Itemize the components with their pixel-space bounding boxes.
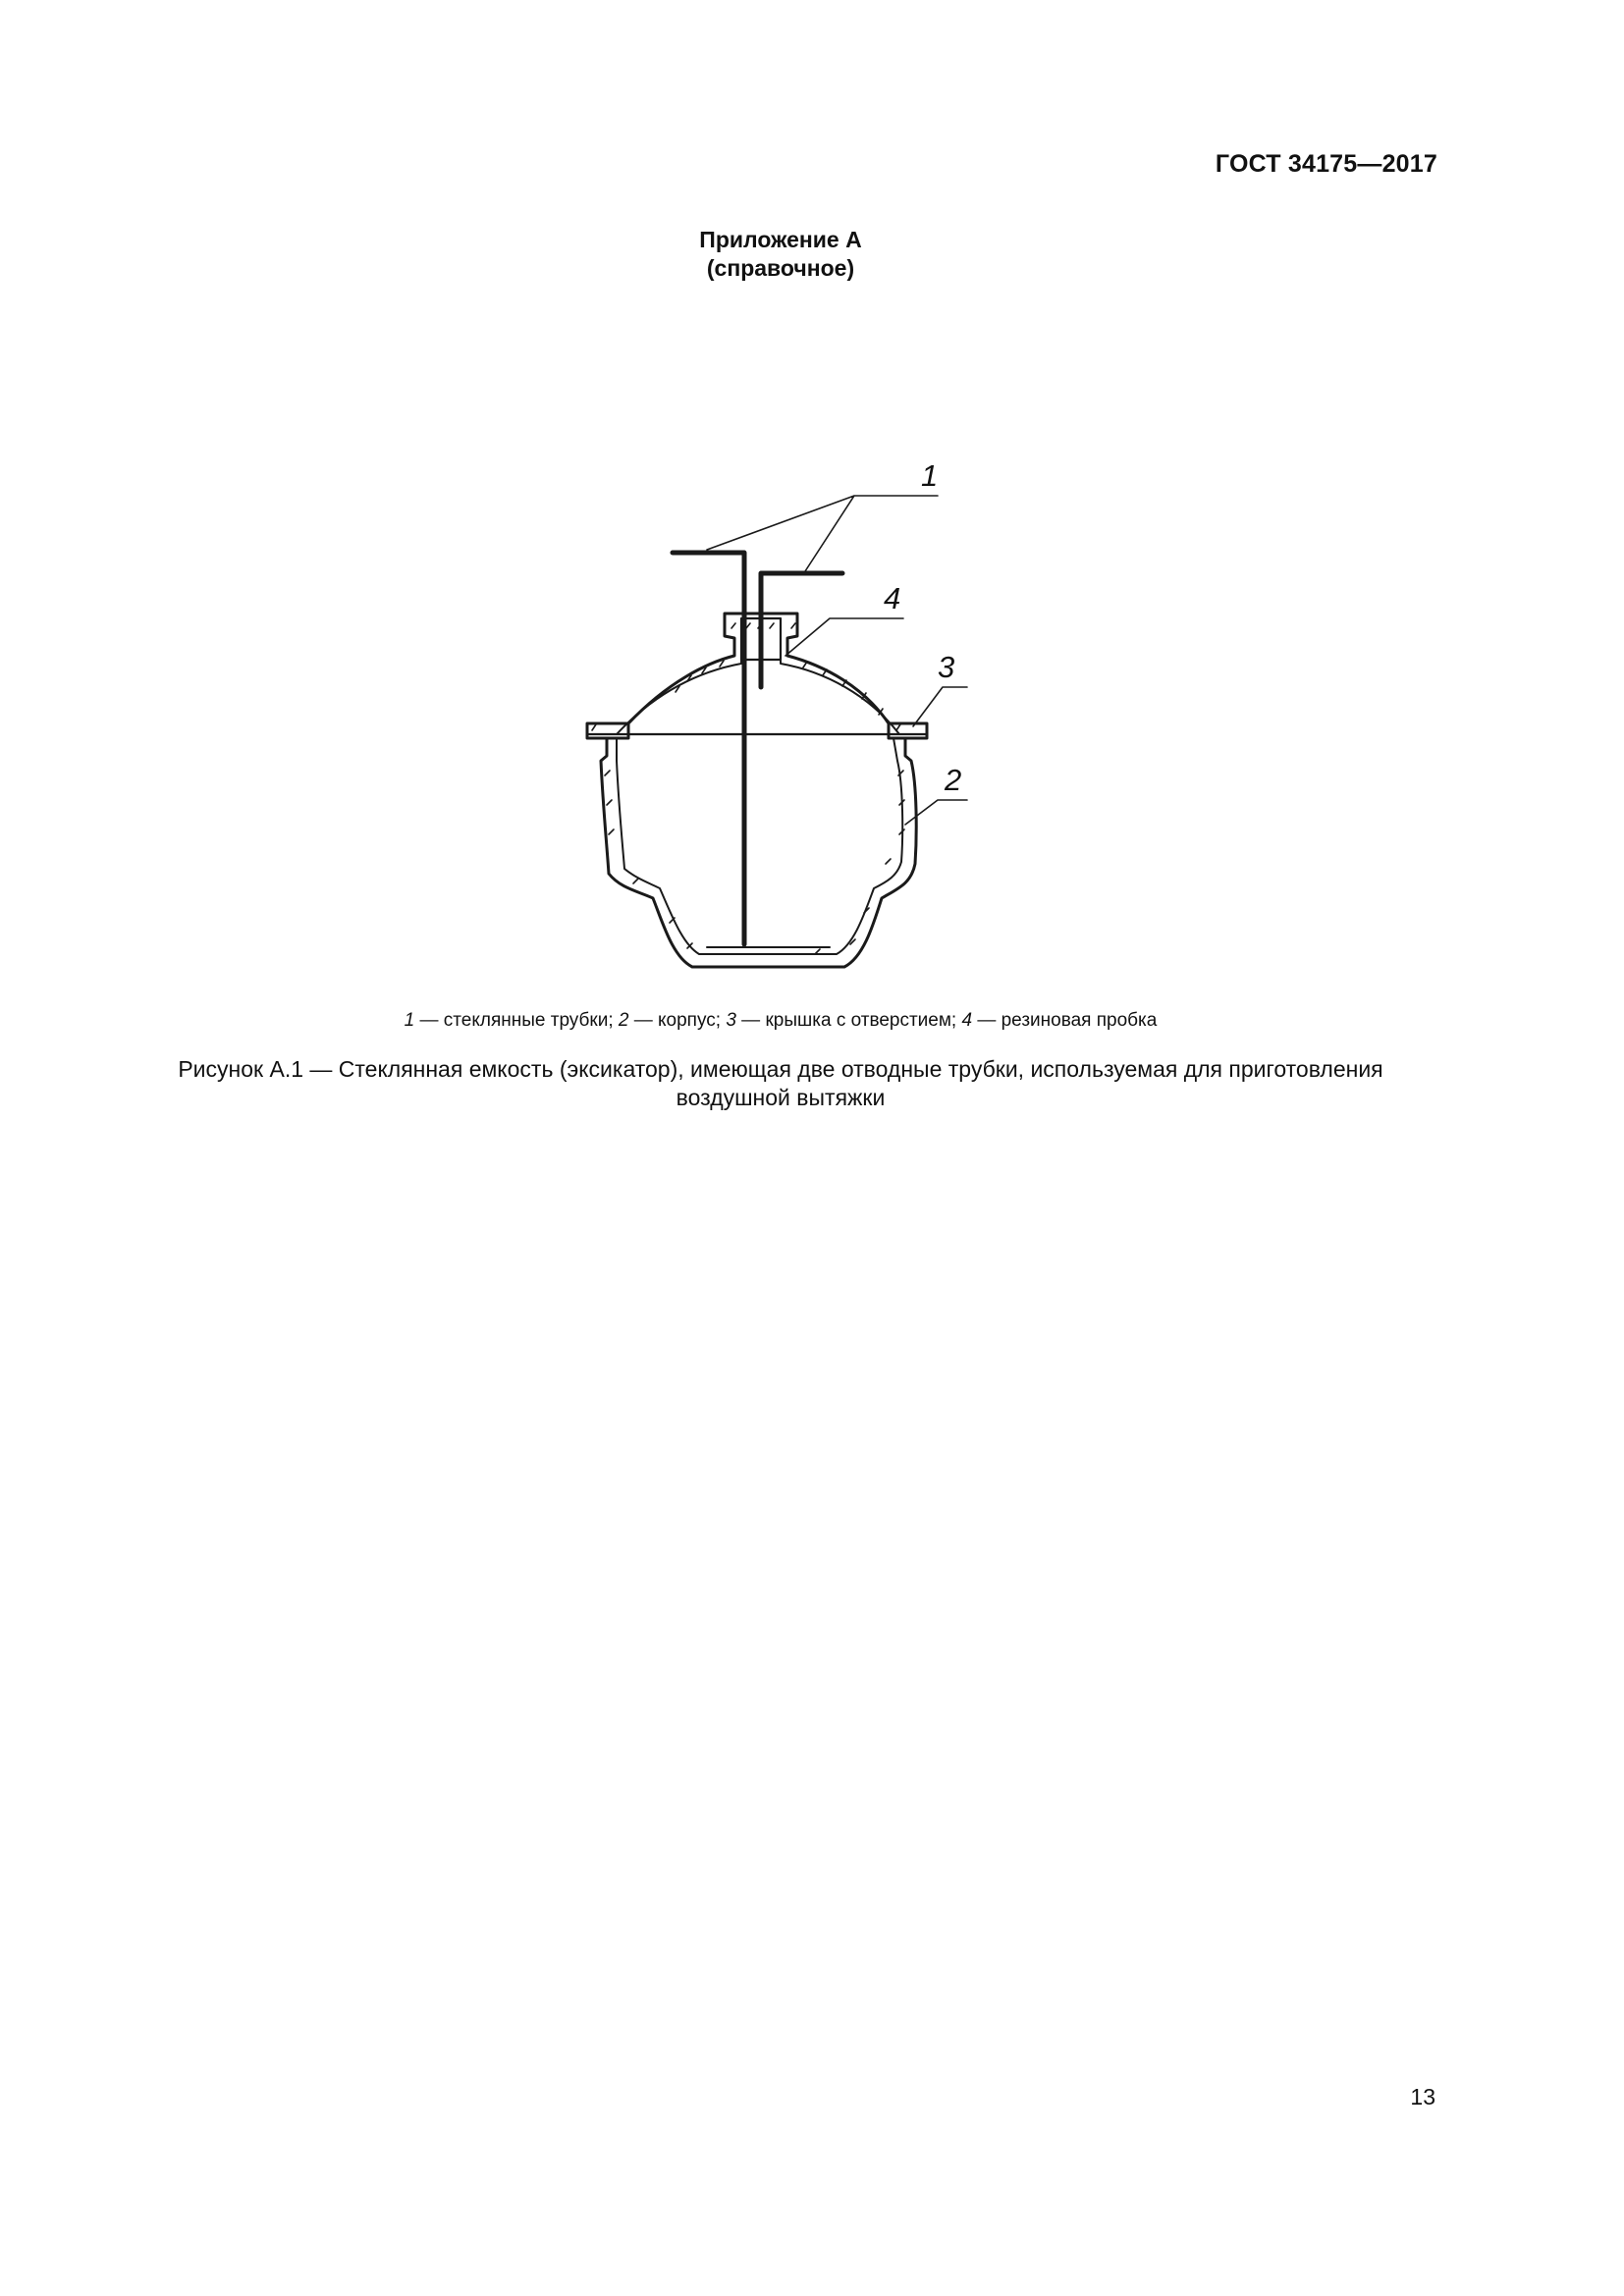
lid-flange-right [889, 723, 927, 738]
legend-num-3: 3 [726, 1010, 736, 1031]
body-inner [617, 738, 902, 954]
lid-flange [587, 723, 628, 738]
callout-2: 2 [945, 763, 962, 797]
leader-1 [707, 496, 938, 571]
legend-text-1: — стеклянные трубки; [414, 1010, 619, 1031]
legend-text-4: — резиновая пробка [972, 1010, 1158, 1031]
legend-num-2: 2 [618, 1010, 629, 1031]
body-outer [601, 738, 916, 967]
glass-tube-short [761, 573, 842, 687]
glass-tube-long [673, 553, 744, 944]
leader-4 [785, 618, 903, 656]
desiccator-diagram [0, 0, 1624, 991]
hatch-marks [592, 623, 904, 954]
leader-3 [913, 687, 967, 726]
lid-dome-inner [617, 640, 899, 734]
legend-text-3: — крышка с отверстием; [735, 1010, 962, 1031]
callout-3: 3 [938, 650, 955, 684]
callout-1: 1 [921, 458, 939, 493]
figure-caption [0, 1055, 1561, 1112]
document-code: ГОСТ 34175—2017 [1215, 150, 1437, 178]
appendix-subtitle: (справочное) [706, 255, 855, 281]
callout-4: 4 [884, 581, 901, 615]
appendix-title: Приложение А [699, 227, 862, 252]
page-number: 13 [1410, 2084, 1435, 2109]
legend-num-4: 4 [961, 1010, 973, 1031]
figure-legend [0, 1010, 1561, 1032]
legend-text-2: — корпус; [628, 1010, 727, 1031]
caption-line-2: воздушной вытяжки [676, 1085, 886, 1110]
legend-num-1: 1 [404, 1010, 415, 1031]
caption-line-1: Рисунок А.1 — Стеклянная емкость (эксикатор), имеющая две отводные трубки, используемая для приготовления [178, 1056, 1383, 1082]
